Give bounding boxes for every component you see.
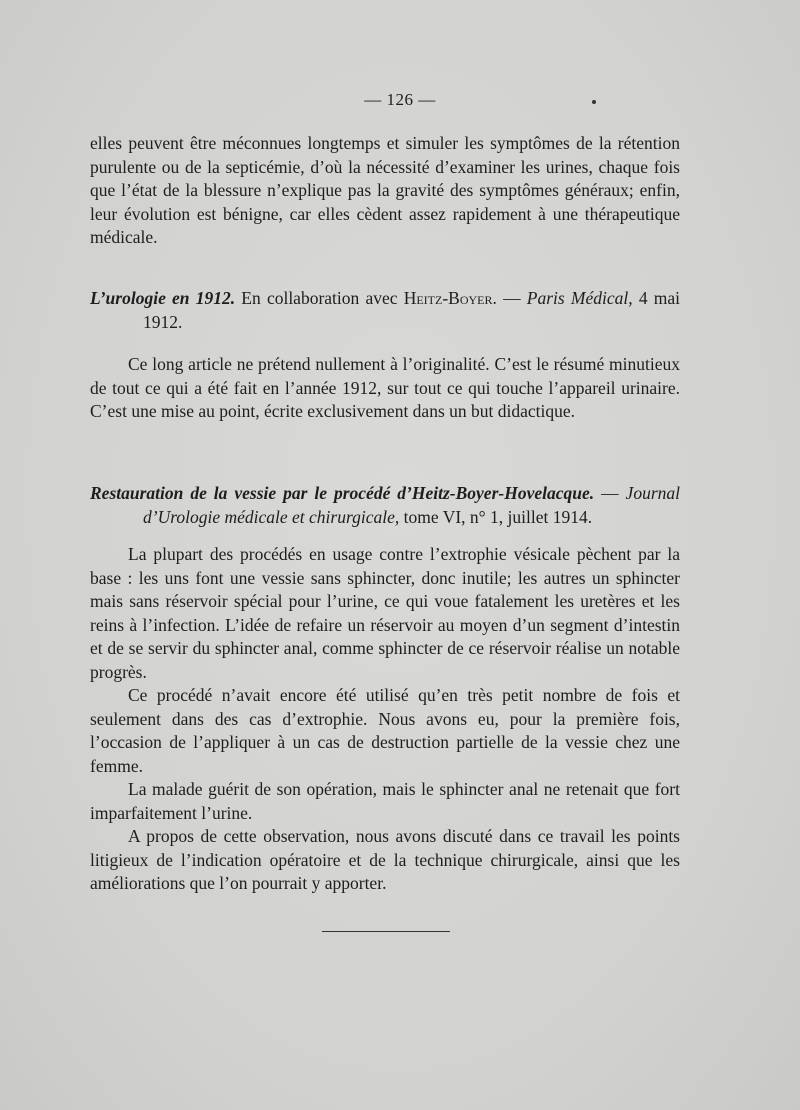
entry-paragraph: A propos de cette observation, nous avons discuté dans ce travail les points litigieux de l’indication opératoire et de la technique chirurgicale, ainsi que les améliorations que l’on pourrait y apporter. [90,826,680,893]
entry-paragraph: La plupart des procédés en usage contre l’extrophie vésicale pèchent par la base : les uns font une vessie sans sphincter, donc inutile; les autres un sphincter mais sans réservoir spécial pour l’urine, ce qui voue fatalement les uretères et les reins à l’infection. L’idée de refaire un réservoir au moyen d’un segment d’intestin et de se servir du sphincter anal, comme sphincter de ce réservoir réalise un notable progrès. [90,544,680,682]
entry-heading [90,287,680,334]
entry-paragraph: Ce procédé n’avait encore été utilisé qu’en très petit nombre de fois et seulement dans des cas d’extrophie. Nous avons eu, pour la première fois, l’occasion de l’appliquer à un cas de destruction partielle de la vessie chez une femme. [90,685,680,776]
entry-title: L’urologie en 1912. [90,288,236,308]
ink-speck [592,100,596,104]
entry-details: 4 mai 1912. [143,288,681,332]
entry-title: Restauration de la vessie par le procédé d’Heitz-Boyer-Hovelacque. [90,483,595,503]
intro-paragraph: elles peuvent être méconnues longtemps et simuler les symptômes de la rétention purulente ou de la septicémie, d’où la nécessité d’examiner les urines, chaque fois que l’état de la blessure n’explique pas la gravité des symptômes généraux; enfin, leur évolution est bénigne, car elles cèdent assez rapidement à une thérapeutique médicale. [90,133,680,247]
entry-paragraph: Ce long article ne prétend nullement à l’originalité. C’est le résumé minutieux de tout ce qui a été fait en l’année 1912, sur tout ce qui touche l’appareil urinaire. C’est une mise au point, écrite exclusivement dans un but didactique. [90,354,680,421]
entry-journal: Journal d’Urologie médicale et chirurgicale, [143,483,680,527]
entry-collab-author: Heitz-Boyer [403,288,493,308]
entry-body [90,353,680,424]
entry-body [90,543,680,896]
entry-urologie-1912 [90,287,680,424]
entry-details: tome VI, n° 1, juillet 1914. [399,506,593,527]
page-number: — 126 — [364,90,436,109]
entry-paragraph: La malade guérit de son opération, mais le sphincter anal ne retenait que fort imparfaitement l’urine. [90,779,680,823]
entry-journal: Paris Médical, [526,288,633,308]
entry-restauration-vessie [90,482,680,896]
entry-dash: — [594,483,626,503]
entry-heading [90,482,680,529]
entry-collab-prefix: En collaboration avec [235,288,404,308]
entry-collab-suffix: . — [492,288,527,308]
intro-section [90,132,680,250]
closing-rule [322,931,450,932]
